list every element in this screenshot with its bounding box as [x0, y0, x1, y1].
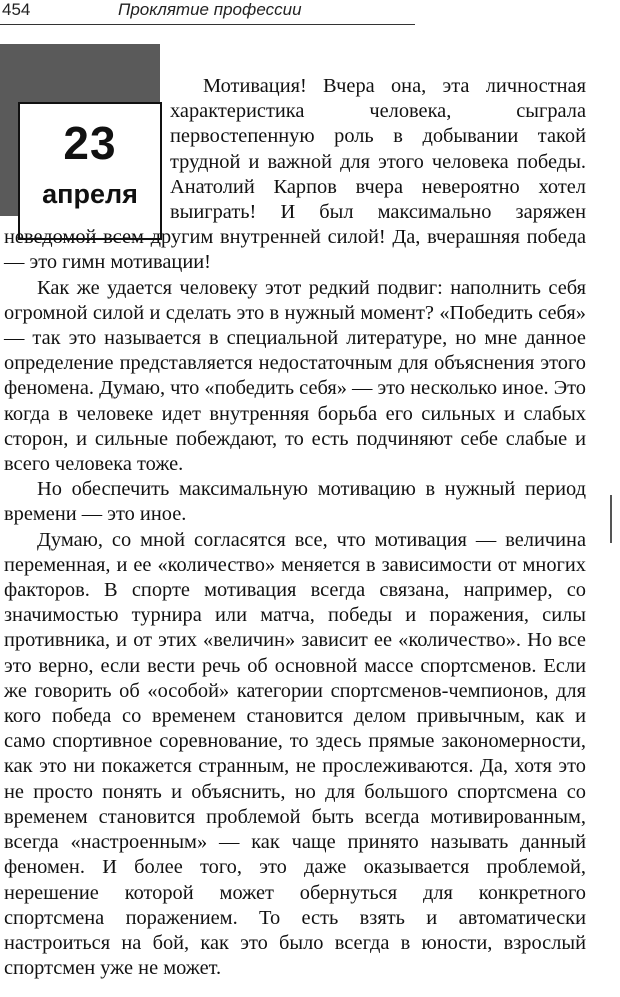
- paragraph-3: Но обеспечить максимальную мотивацию в нужный период времени — это иное.: [4, 478, 586, 526]
- calendar-month: апреля: [42, 179, 138, 209]
- margin-mark: [610, 495, 612, 543]
- page-number: 454: [2, 0, 31, 19]
- paragraph-1: Мотивация! Вчера она, эта личностная характеристика человека, сыграла первостепенную роль в добывании такой трудной и важной для этого человека победы. Анатолий Карпов вчера невероятно хотел выиграть! И был максимально заряжен неведомой всем другим внутренней силой! Да, вчерашняя победа — это гимн мотивации!: [4, 75, 586, 274]
- calendar-day: 23: [63, 117, 117, 169]
- article-body: [4, 74, 586, 981]
- page-header: [0, 0, 415, 25]
- paragraph-4: Думаю, со мной согласятся все, что мотивация — величина переменная, и ее «количество» меняется в зависимости от многих факторов. В спорте мотивация всегда связана, например, со значимостью турнира или матча, победы и поражения, силы противника, и от этих «величин» зависит ее «количество». Но все это верно, если вести речь об основной массе спортсменов. Если же говорить об «особой» категории спортсменов-чемпионов, для кого победа со временем становится делом привычным, как и само спортивное соревнование, то здесь прямые закономерности, как это ни покажется странным, не прослеживаются. Да, хотя это не просто понять и объяснить, но для большого спортсмена со временем становится проблемой быть всегда мотивированным, всегда «настроенным» — как чаще принято называть данный феномен. И более того, это даже оказывается проблемой, нерешение которой может обернуться для конкретного спортсмена поражением. То есть взять и автоматически настроиться на бой, как это было всегда в юности, взрослый спортсмен уже не может.: [4, 528, 586, 980]
- date-box-spacer: [4, 74, 164, 212]
- running-title: Проклятие профессии: [118, 0, 302, 19]
- paragraph-2: Как же удается человеку этот редкий подвиг: наполнить себя огромной силой и сделать это в нужный момент? «Победить себя» — так это называется в специальной литературе, но мне данное определение представляется недостаточным для объяснения этого феномена. Думаю, что «победить себя» — это несколько иное. Это когда в человеке идет внутренняя борьба его сильных и слабых сторон, и сильные побеждают, то есть подчиняют себе слабые и всего человека тоже.: [4, 276, 586, 476]
